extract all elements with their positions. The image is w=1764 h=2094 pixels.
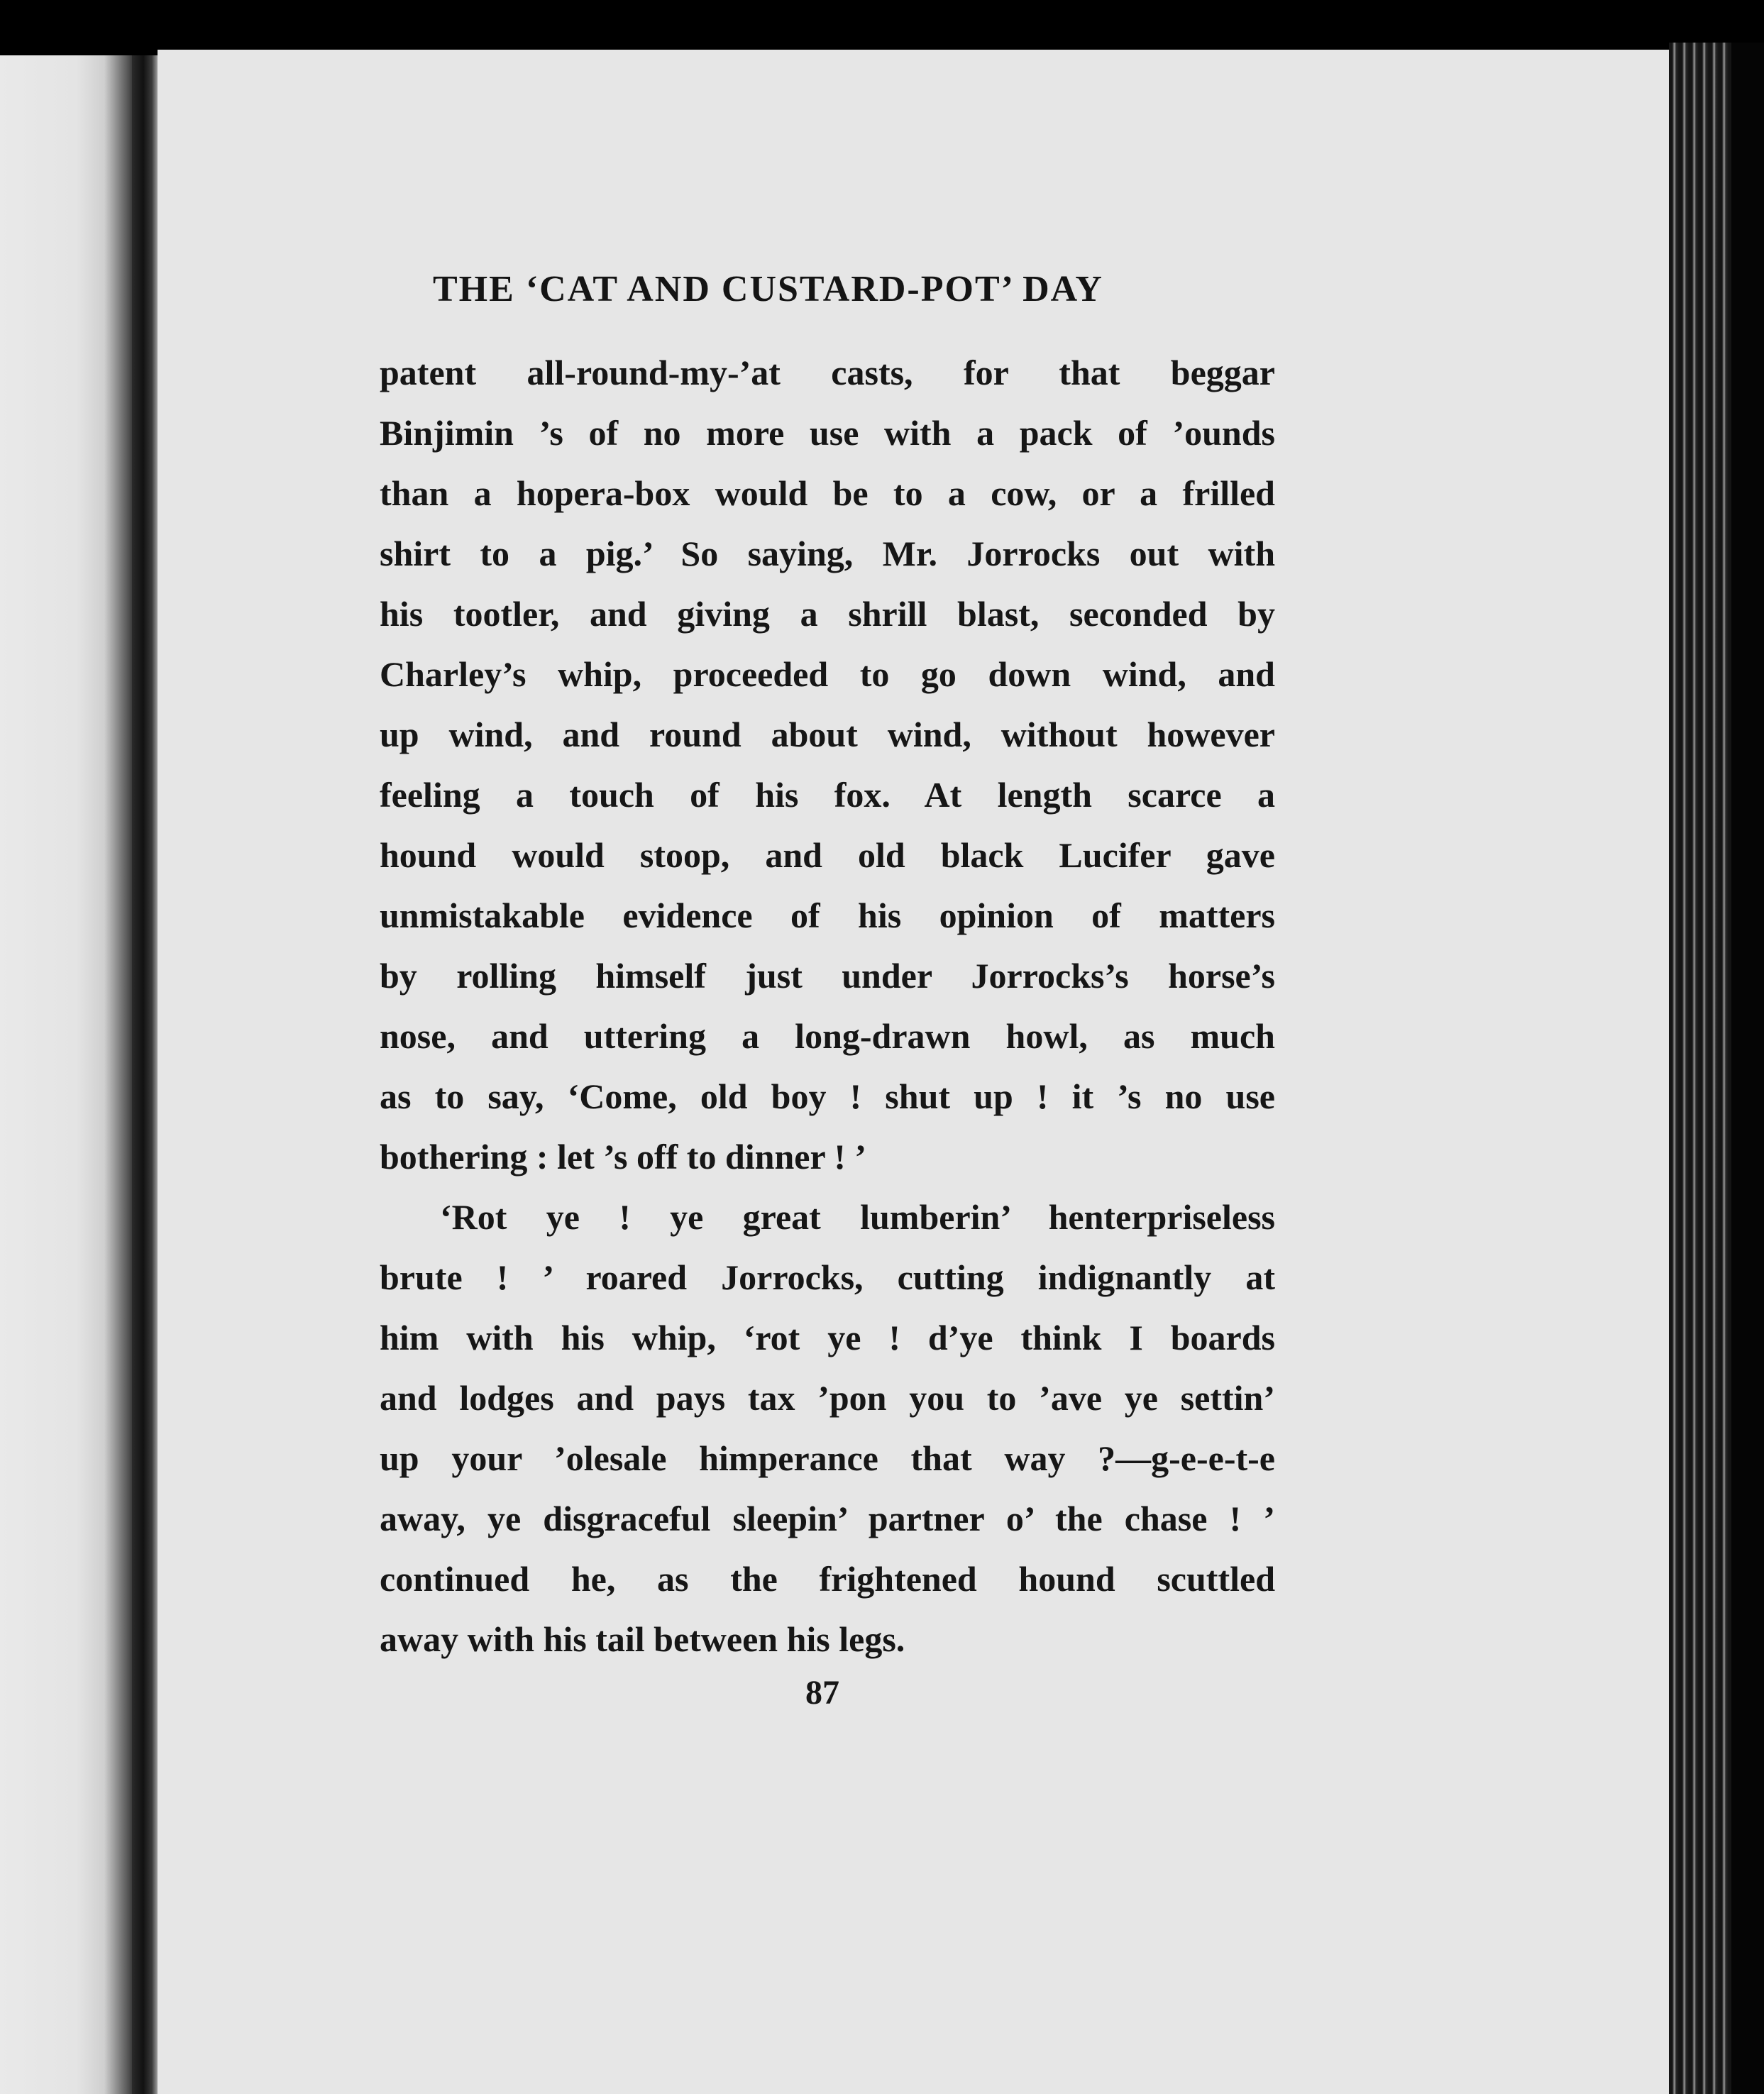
text-line: him with his whip, ‘rot ye ! d’ye think I boards bbox=[380, 1318, 1275, 1357]
text-line: Charley’s whip, proceeded to go down wind, and bbox=[380, 654, 1275, 694]
text-line: brute ! ’ roared Jorrocks, cutting indignantly at bbox=[380, 1257, 1275, 1297]
text-line: up wind, and round about wind, without however bbox=[380, 715, 1275, 754]
text-line: nose, and uttering a long-drawn howl, as much bbox=[380, 1016, 1275, 1056]
text-line: shirt to a pig.’ So saying, Mr. Jorrocks out with bbox=[380, 534, 1275, 573]
text-line: as to say, ‘Come, old boy ! shut up ! it ’s no use bbox=[380, 1076, 1275, 1116]
page-number: 87 bbox=[805, 1674, 839, 1712]
text-line: by rolling himself just under Jorrocks’s horse’s bbox=[380, 956, 1275, 996]
text-line-paragraph-end: bothering : let ’s off to dinner ! ’ bbox=[380, 1137, 867, 1177]
book-gutter bbox=[132, 55, 160, 2094]
book-cover-edge bbox=[1731, 43, 1764, 2094]
text-line: than a hopera-box would be to a cow, or a frilled bbox=[380, 473, 1275, 513]
running-head: THE ‘CAT AND CUSTARD-POT’ DAY bbox=[433, 269, 1103, 309]
text-line: hound would stoop, and old black Lucifer gave bbox=[380, 835, 1275, 875]
text-line: away, ye disgraceful sleepin’ partner o’ the chase ! ’ bbox=[380, 1499, 1275, 1538]
text-line: patent all-round-my-’at casts, for that beggar bbox=[380, 353, 1275, 392]
text-line-paragraph-end: away with his tail between his legs. bbox=[380, 1619, 905, 1659]
text-line: feeling a touch of his fox. At length scarce a bbox=[380, 775, 1275, 815]
text-line: Binjimin ’s of no more use with a pack of ’ounds bbox=[380, 413, 1275, 453]
text-line: up your ’olesale himperance that way ?—g-e-e-t-e bbox=[380, 1438, 1275, 1478]
text-line-paragraph-start: ‘Rot ye ! ye great lumberin’ henterpriseless bbox=[440, 1197, 1275, 1237]
text-line: and lodges and pays tax ’pon you to ’ave ye settin’ bbox=[380, 1378, 1275, 1418]
text-line: his tootler, and giving a shrill blast, seconded by bbox=[380, 594, 1275, 634]
facing-page-edge bbox=[0, 55, 139, 2094]
text-line: unmistakable evidence of his opinion of matters bbox=[380, 896, 1275, 935]
text-line: continued he, as the frightened hound scuttled bbox=[380, 1559, 1275, 1599]
